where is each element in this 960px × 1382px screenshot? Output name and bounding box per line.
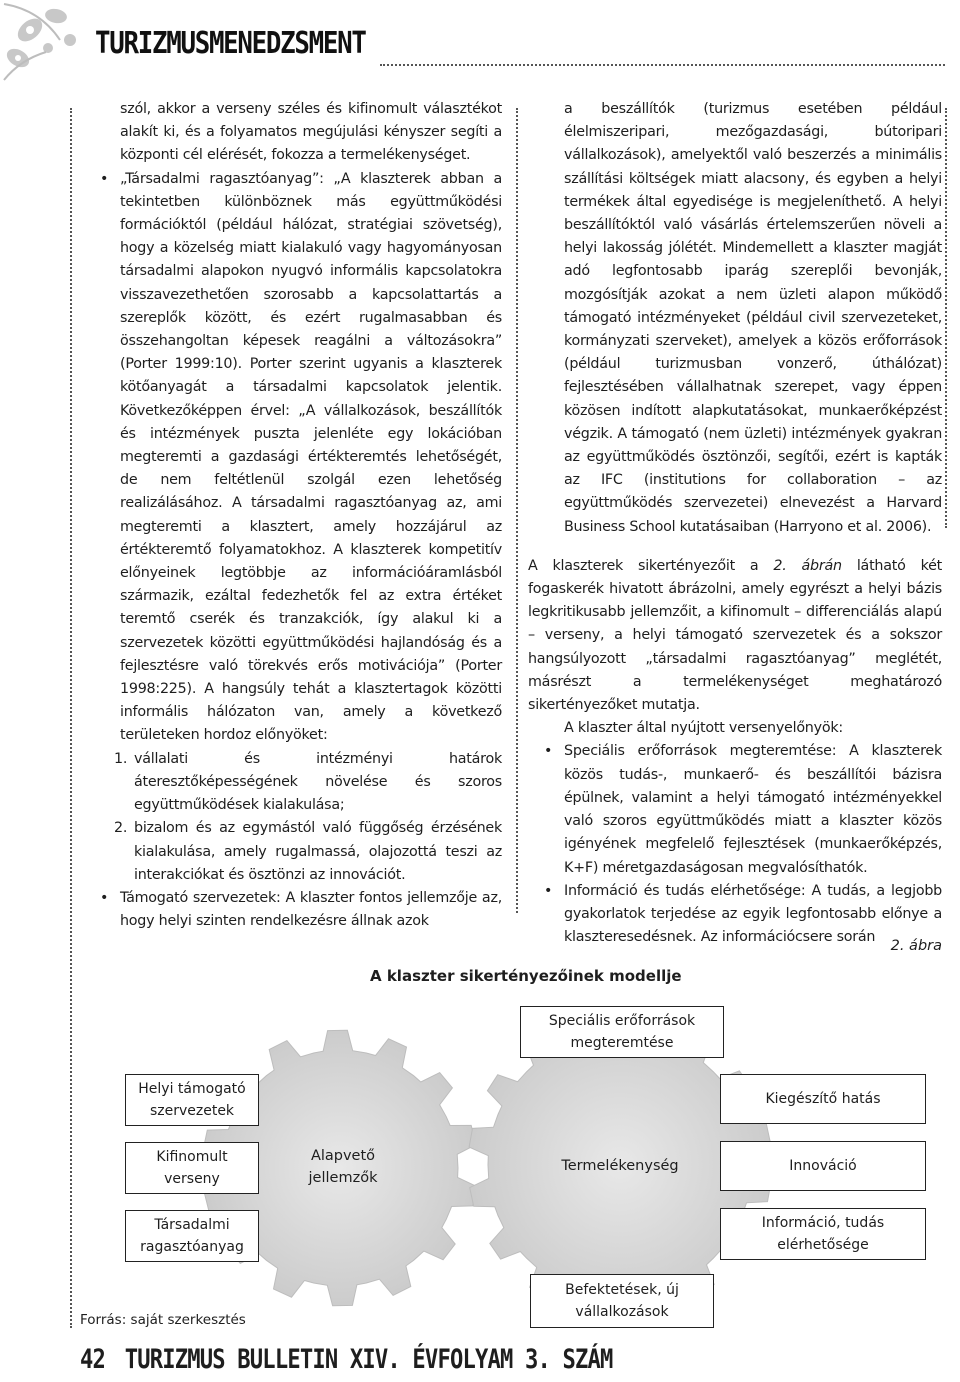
right-column [528, 98, 942, 949]
box-social-glue: Társadalmi ragasztóanyag [125, 1210, 259, 1262]
bullet-item: • „Társadalmi ragasztóanyag”: „A klaszterek abban a tekintetben különböznek más együttműködési formációktól (például hálózat, stratégiai szövetség), hogy a közelség miatt kialakuló vagy hagyományosan társadalmi alapokon nyugvó informális kapcsolatokra visszavezethetően szorosabb a kapcsolattartás a szereplők között, és ezért rugalmasabban és összehangoltan képesek reagálni a változásokra” (Porter 1999:10). Porter szerint ugyanis a klaszterek kötőanyagát a társadalmi kapcsolatok jelentik. Következőképpen érvel: „A vállalkozások, beszállítók és intézmények puszta jelenléte egy lokációban megteremti a gazdasági értékteremtés lehetőségét, de nem feltétlenül szolgál ezen lehetőség realizálásához. A társadalmi ragasztóanyag az, ami megteremti a klasztert, amely hozzájárul az értékteremtő folyamatokhoz. A klaszterek kompetitív előnyeinek legtöbbje az információáramlásból származik, ezáltal fedezhetők fel az extra értéket teremtő cserék és tranzakciók, így alakul ki a szervezetek közötti együttműködési hajlandóság és a fejlesztésre való törekvés erős motivációja” (Porter 1998:225). A hangsúly tehát a klasztertagok közötti informális hálózaton van, amely a következő területeken hordoz előnyöket: [100, 168, 502, 748]
folk-ornament-icon [0, 0, 96, 96]
page-number: 42 [80, 1344, 106, 1375]
item-text: vállalati és intézményi határok áteresztőképességének növelése és szoros együttműködések kialakulása; [134, 750, 502, 814]
paragraph: A klaszter által nyújtott versenyelőnyök: [564, 720, 843, 737]
paragraph: a beszállítók (turizmus esetében például élelmiszeripari, mezőgazdasági, bútoripari vállalkozások), amelyektől való beszerzés a minimális szállítási költségek miatt alacsony, és egyben a helyi termékek által egyedisége is megjeleníthető. A helyi beszállítóktól való vásárlás értelemszerűen növeli a helyi lakosság jólétét. Mindemellett a klaszter magját adó legfontosabb iparág szereplői bevonják, mozgósítják azokat a nem üzleti alapon működő támogató intézményeket (például civil szervezeteket, kormányzati szerveket), amelyek a közös erőforrások (például turizmusban vonzerő, úthálózat) fejlesztésében vállalhatnak szerepet, vagy éppen közösen indított alapkutatásokat, munkaerőképzést végzik. A támogató (nem üzleti) intézmények gyakran az együttműködés ösztönzői, segítői, ezért is kapták az IFC (institutions for collaboration – az együttműködés szervezetei) elnevezést a Harvard Business School kutatásaiban (Harryono et al. 2006). [564, 101, 942, 535]
paragraph: szól, akkor a verseny széles és kifinomult választékot alakít ki, és a folyamatos megújulási kényszer segíti a központi cél elérését, fokozza a termelékenységet. [120, 101, 502, 164]
figure-label: 2. ábra [890, 938, 942, 954]
header-divider [380, 64, 945, 66]
numbered-item [100, 817, 502, 887]
item-number: 2. [114, 820, 128, 837]
left-column [100, 98, 502, 933]
column-divider [516, 108, 518, 913]
figure-title: A klaszter sikertényezőinek modellje [370, 967, 682, 985]
box-innovation: Innováció [720, 1141, 926, 1191]
item-text: bizalom és az egymástól való függőség érzésének kialakulása, amely rugalmassá, olajozottá teszi az interakciókat és ösztönzi az innovációt. [134, 820, 502, 883]
journal-issue: TURIZMUS BULLETIN XIV. ÉVFOLYAM 3. SZÁM [124, 1344, 613, 1375]
page-footer [80, 1344, 613, 1375]
right-margin-rule [945, 108, 947, 528]
box-investments: Befektetések, új vállalkozások [530, 1274, 714, 1328]
right-gear-label: Termelékenység [561, 1158, 679, 1174]
journal-section-title: TURIZMUSMENEDZSMENT [95, 26, 366, 61]
bullet-item: • Információ és tudás elérhetősége: A tudás, a legjobb gyakorlatok terjedése az egyik legfontosabb előnye a klaszteresedésnek. Az információcsere során [544, 880, 942, 950]
item-number: 1. [114, 750, 128, 767]
left-gear-label: Alapvető jellemzők [308, 1148, 378, 1186]
bullet-item: • Speciális erőforrások megteremtése: A klaszterek közös tudás-, munkaerő- és beszállítói bázisra épülnek, valamint a helyi támogató intézményekkel való szoros együttműködés miatt a klaszter közös igényének megfelelő fejlesztések (munkaerőképzés, K+F) méretgazdaságosan megvalósíthatók. [544, 740, 942, 879]
box-local-support: Helyi támogató szervezetek [125, 1074, 259, 1126]
paragraph: A klaszterek sikertényezőit a 2. ábrán látható két fogaskerék hivatott ábrázolni, amely egyrészt a helyi bázis legkritikusabb jellemzőit, a kifinomult – differenciálás alapú – verseny, a helyi támogató szervezetek és a sokszor hangsúlyozott „társadalmi ragasztóanyag” meglétét, másrészt a termelékenységet meghatározó sikertényezőket mutatja. [528, 557, 943, 714]
numbered-item [100, 748, 502, 818]
figure-reference: 2. ábrán [773, 557, 842, 574]
bullet-item: • Támogató szervezetek: A klaszter fontos jellemzője az, hogy helyi szinten rendelkezésre állnak azok [100, 887, 502, 933]
box-sophisticated-competition: Kifinomult verseny [125, 1142, 259, 1194]
box-complementary-effect: Kiegészítő hatás [720, 1074, 926, 1124]
box-special-resources: Speciális erőforrások megteremtése [520, 1006, 724, 1058]
figure-source: Forrás: saját szerkesztés [80, 1312, 246, 1328]
box-information-access: Információ, tudás elérhetősége [720, 1208, 926, 1260]
